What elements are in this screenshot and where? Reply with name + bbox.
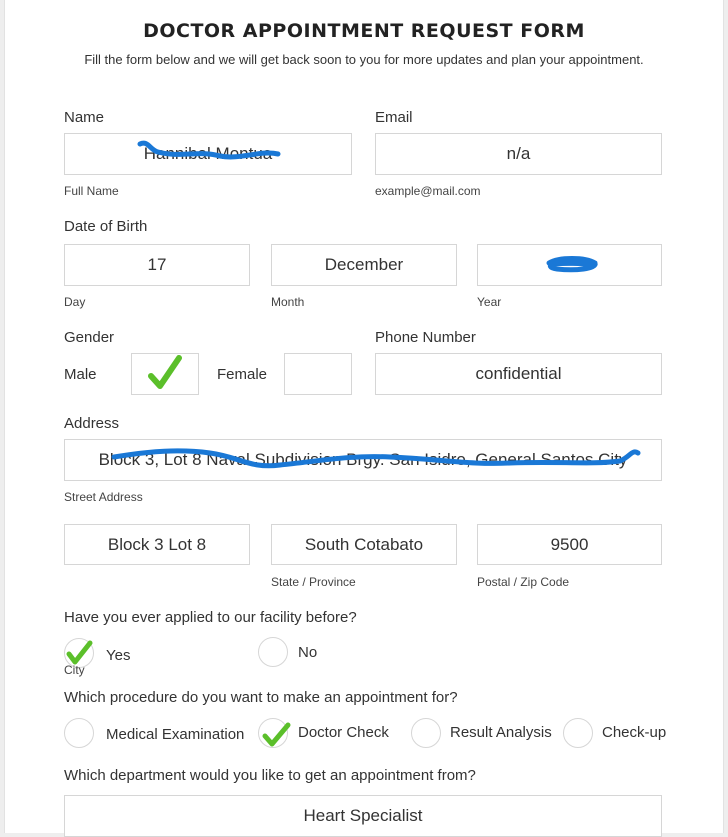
dob-day-field[interactable] [64, 244, 250, 286]
email-label: Email [375, 109, 413, 126]
department-question: Which department would you like to get an appointment from? [64, 767, 476, 784]
dob-label: Date of Birth [64, 218, 148, 235]
dob-month-sublabel: Month [271, 295, 305, 309]
city-field[interactable] [64, 524, 250, 565]
applied-no-radio[interactable] [258, 637, 288, 667]
name-label: Name [64, 109, 105, 126]
zip-sublabel: Postal / Zip Code [477, 575, 570, 589]
email-field[interactable] [375, 133, 662, 175]
name-sublabel: Full Name [64, 184, 119, 198]
applied-before-question: Have you ever applied to our facility before? [64, 609, 357, 626]
phone-value: confidential [475, 364, 562, 383]
email-sublabel: example@mail.com [375, 184, 481, 198]
city-value: Block 3 Lot 8 [107, 534, 207, 554]
street-address-value: Block 3, Lot 8 Naval Subdivision Brgy. San Isidro, General Santos City [98, 450, 628, 469]
gender-female-label: Female [217, 366, 268, 383]
state-value: South Cotabato [304, 534, 424, 554]
year-redaction-scribble [545, 255, 600, 275]
dob-month-value: December [324, 255, 404, 274]
checkmark-icon [147, 354, 183, 392]
city-sublabel: City [64, 663, 85, 677]
name-redaction-scribble [130, 138, 290, 168]
email-value: n/a [506, 144, 531, 163]
applied-yes-label: Yes [106, 647, 131, 664]
dob-day-sublabel: Day [64, 295, 86, 309]
procedure-check-up-radio[interactable] [563, 718, 593, 748]
form-title: DOCTOR APPOINTMENT REQUEST FORM [143, 20, 585, 42]
street-address-sublabel: Street Address [64, 490, 143, 504]
phone-field[interactable] [375, 353, 662, 395]
state-sublabel: State / Province [271, 575, 356, 589]
procedure-result-analysis-radio[interactable] [411, 718, 441, 748]
form-subtitle: Fill the form below and we will get back soon to you for more updates and plan your appointment. [84, 52, 644, 67]
applied-no-label: No [298, 644, 318, 661]
checkmark-icon [262, 722, 292, 748]
address-redaction-scribble [110, 443, 645, 473]
procedure-medical-examination-label: Medical Examination [106, 726, 245, 743]
gender-label: Gender [64, 329, 115, 346]
procedure-doctor-check-label: Doctor Check [298, 724, 389, 741]
department-field[interactable] [64, 795, 662, 837]
phone-label: Phone Number [375, 329, 476, 346]
name-value: Hannibal Montua [143, 144, 273, 163]
gender-male-label: Male [64, 366, 97, 383]
dob-day-value: 17 [147, 255, 167, 274]
zip-value: 9500 [550, 534, 589, 554]
dob-month-field[interactable] [271, 244, 457, 286]
address-label: Address [64, 415, 120, 432]
procedure-result-analysis-label: Result Analysis [450, 724, 552, 741]
procedure-medical-examination-radio[interactable] [64, 718, 94, 748]
state-field[interactable] [271, 524, 457, 565]
procedure-question: Which procedure do you want to make an appointment for? [64, 689, 458, 706]
dob-year-sublabel: Year [477, 295, 502, 309]
procedure-check-up-label: Check-up [602, 724, 667, 741]
department-value: Heart Specialist [303, 806, 423, 825]
zip-field[interactable] [477, 524, 662, 565]
gender-female-checkbox[interactable] [284, 353, 352, 395]
